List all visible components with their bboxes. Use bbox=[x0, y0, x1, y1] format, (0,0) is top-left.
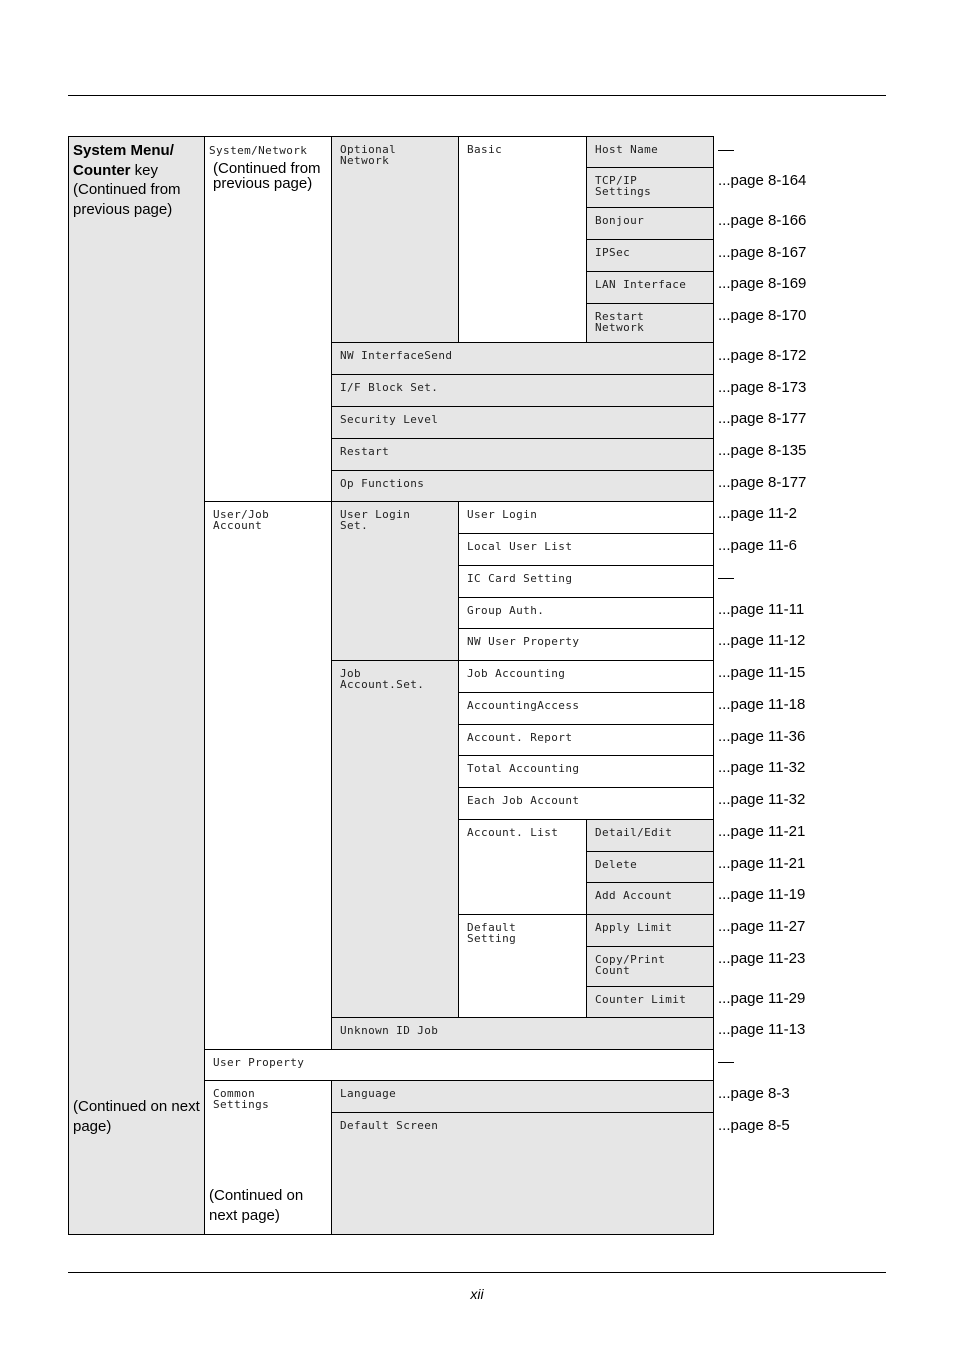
page-reference: ...page 8-170 bbox=[718, 307, 807, 324]
account-list-cell: Account. List bbox=[458, 819, 587, 915]
page-reference: ...page 8-164 bbox=[718, 172, 807, 189]
system-menu-title: System Menu/ Counter key (Continued from previous page) bbox=[73, 142, 181, 218]
user-property-cell: User Property bbox=[204, 1049, 714, 1081]
page-reference: ...page 8-173 bbox=[718, 379, 807, 396]
default-screen-item: Default Screen bbox=[331, 1112, 714, 1235]
op-functions-item: Op Functions bbox=[331, 470, 714, 502]
ic-card-setting-item: IC Card Setting bbox=[458, 565, 714, 598]
user-job-account-cell: User/Job Account bbox=[204, 501, 332, 1050]
system-menu-column bbox=[68, 136, 205, 1235]
page-reference: ...page 8-5 bbox=[718, 1117, 790, 1134]
system-network-label: System/Network bbox=[209, 144, 308, 157]
page-reference: ...page 8-177 bbox=[718, 410, 807, 427]
if-block-set-item: I/F Block Set. bbox=[331, 374, 714, 407]
continued-from-note: (Continued from previous page) bbox=[73, 181, 181, 218]
page-reference: ...page 8-172 bbox=[718, 347, 807, 364]
local-user-list-item: Local User List bbox=[458, 533, 714, 566]
common-settings-label: Common Settings bbox=[213, 1087, 270, 1111]
page-reference: ...page 8-167 bbox=[718, 244, 807, 261]
restart-item: Restart bbox=[331, 438, 714, 471]
page-reference: ...page 11-13 bbox=[718, 1021, 806, 1038]
security-level-item: Security Level bbox=[331, 406, 714, 439]
page-reference: ...page 11-19 bbox=[718, 886, 806, 903]
page-number: xii bbox=[470, 1286, 484, 1302]
no-reference-dash bbox=[718, 150, 734, 151]
nw-user-property-item: NW User Property bbox=[458, 628, 714, 661]
page-reference: ...page 11-29 bbox=[718, 990, 806, 1007]
page-reference: ...page 8-3 bbox=[718, 1085, 790, 1102]
page-reference: ...page 8-169 bbox=[718, 275, 807, 292]
apply-limit-item: Apply Limit bbox=[586, 914, 714, 947]
page-reference: ...page 11-32 bbox=[718, 759, 806, 776]
footer-rule bbox=[68, 1272, 886, 1273]
each-job-account-item: Each Job Account bbox=[458, 787, 714, 820]
system-network-cell bbox=[204, 136, 332, 502]
page-reference: ...page 11-36 bbox=[718, 728, 806, 745]
page-reference: ...page 11-2 bbox=[718, 505, 797, 522]
no-reference-dash bbox=[718, 578, 734, 579]
optional-network-cell: Optional Network bbox=[331, 136, 459, 343]
job-accounting-item: Job Accounting bbox=[458, 660, 714, 693]
detail-edit-item: Detail/Edit bbox=[586, 819, 714, 852]
total-accounting-item: Total Accounting bbox=[458, 755, 714, 788]
user-login-item: User Login bbox=[458, 501, 714, 534]
page-reference: ...page 8-135 bbox=[718, 442, 807, 459]
page-reference: ...page 8-166 bbox=[718, 212, 807, 229]
counter-limit-item: Counter Limit bbox=[586, 986, 714, 1018]
page-reference: ...page 11-21 bbox=[718, 855, 806, 872]
account-report-item: Account. Report bbox=[458, 724, 714, 756]
page-reference: ...page 11-32 bbox=[718, 791, 806, 808]
delete-item: Delete bbox=[586, 851, 714, 883]
nw-interface-send-item: NW InterfaceSend bbox=[331, 342, 714, 375]
page-reference: ...page 11-15 bbox=[718, 664, 806, 681]
user-login-set-cell: User Login Set. bbox=[331, 501, 459, 661]
copy-print-count-item: Copy/Print Count bbox=[586, 946, 714, 987]
unknown-id-job-item: Unknown ID Job bbox=[331, 1017, 714, 1050]
continued-from-note-2: (Continued from previous page) bbox=[213, 160, 321, 192]
lan-interface-item: LAN Interface bbox=[586, 271, 714, 304]
continued-on-note: (Continued on next page) bbox=[73, 1098, 200, 1135]
host-name-item: Host Name bbox=[586, 136, 714, 168]
header-rule bbox=[68, 95, 886, 96]
tcp-ip-settings-item: TCP/IP Settings bbox=[586, 167, 714, 208]
basic-cell: Basic bbox=[458, 136, 587, 343]
default-setting-cell: Default Setting bbox=[458, 914, 587, 1018]
page-reference: ...page 11-23 bbox=[718, 950, 806, 967]
page-reference: ...page 8-177 bbox=[718, 474, 807, 491]
group-auth-item: Group Auth. bbox=[458, 597, 714, 629]
ipsec-item: IPSec bbox=[586, 239, 714, 272]
common-settings-cell bbox=[204, 1080, 332, 1235]
bonjour-item: Bonjour bbox=[586, 207, 714, 240]
add-account-item: Add Account bbox=[586, 882, 714, 915]
restart-network-item: Restart Network bbox=[586, 303, 714, 343]
page-reference: ...page 11-11 bbox=[718, 601, 805, 618]
page-reference: ...page 11-27 bbox=[718, 918, 806, 935]
language-item: Language bbox=[331, 1080, 714, 1113]
accounting-access-item: AccountingAccess bbox=[458, 692, 714, 725]
job-account-set-cell: Job Account.Set. bbox=[331, 660, 459, 1018]
no-reference-dash bbox=[718, 1062, 734, 1063]
page-reference: ...page 11-12 bbox=[718, 632, 806, 649]
page-reference: ...page 11-18 bbox=[718, 696, 806, 713]
continued-on-note-2: (Continued on next page) bbox=[209, 1187, 304, 1224]
page-reference: ...page 11-21 bbox=[718, 823, 806, 840]
page-reference: ...page 11-6 bbox=[718, 537, 797, 554]
